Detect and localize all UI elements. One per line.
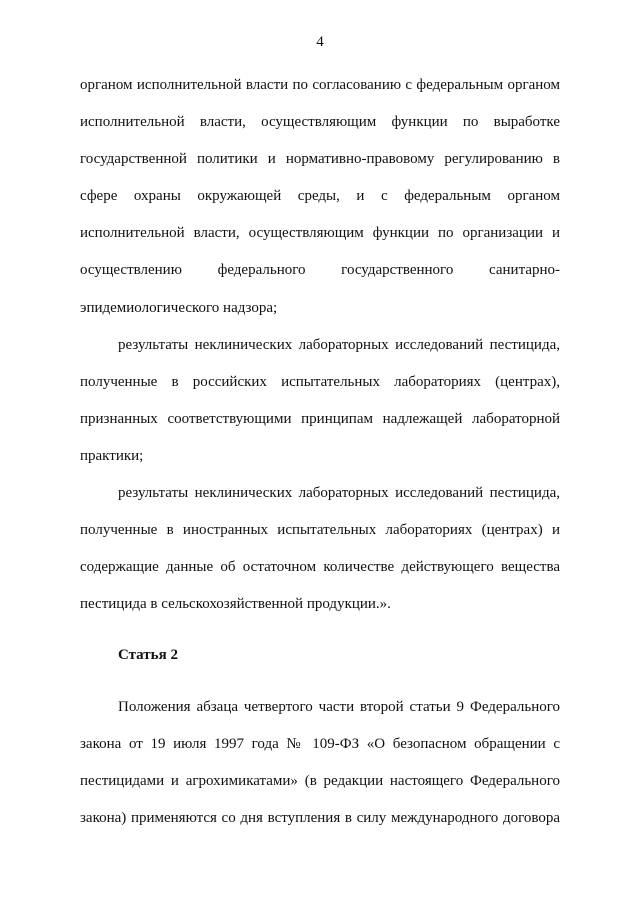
text-line: эпидемиологического надзора; bbox=[80, 299, 278, 316]
text-line: признанных соответствующими принципам надлежащей лабораторной bbox=[80, 410, 560, 427]
text-line: государственной политики и нормативно-правовому регулированию в bbox=[80, 151, 560, 168]
article-heading: Статья 2 bbox=[118, 647, 178, 664]
text-line: пестицидами и агрохимикатами» (в редакции настоящего Федерального bbox=[80, 772, 560, 789]
text-line: результаты неклинических лабораторных исследований пестицида, bbox=[118, 336, 560, 353]
paragraph-foreign-lab-results bbox=[80, 475, 560, 623]
text-line: сфере охраны окружающей среды, и с федеральным органом bbox=[80, 188, 560, 205]
text-line: исполнительной власти, осуществляющим функции по организации и bbox=[80, 225, 560, 242]
text-line: исполнительной власти, осуществляющим функции по выработке bbox=[80, 114, 560, 131]
text-line: закона) применяются со дня вступления в силу международного договора bbox=[80, 809, 560, 826]
text-line: содержащие данные об остаточном количестве действующего вещества bbox=[80, 559, 560, 576]
paragraph-continuation bbox=[80, 67, 560, 327]
text-line: пестицида в сельскохозяйственной продукции.». bbox=[80, 596, 391, 613]
spacer bbox=[80, 675, 560, 689]
article-body bbox=[80, 689, 560, 837]
spacer bbox=[80, 623, 560, 637]
text-line: практики; bbox=[80, 447, 144, 464]
text-line: органом исполнительной власти по согласованию с федеральным органом bbox=[80, 77, 560, 93]
page-number: 4 bbox=[316, 34, 324, 50]
text-line: Положения абзаца четвертого части второй статьи 9 Федерального bbox=[118, 698, 560, 715]
text-line: полученные в иностранных испытательных лабораториях (центрах) и bbox=[80, 522, 560, 539]
text-line: закона от 19 июля 1997 года № 109-ФЗ «О безопасном обращении с bbox=[80, 735, 560, 752]
paragraph-russian-lab-results bbox=[80, 327, 560, 475]
document-body bbox=[80, 67, 560, 837]
text-line: осуществлению федерального государственного санитарно- bbox=[80, 262, 560, 279]
text-line: результаты неклинических лабораторных исследований пестицида, bbox=[118, 485, 560, 502]
text-line: полученные в российских испытательных лабораториях (центрах), bbox=[80, 373, 560, 390]
